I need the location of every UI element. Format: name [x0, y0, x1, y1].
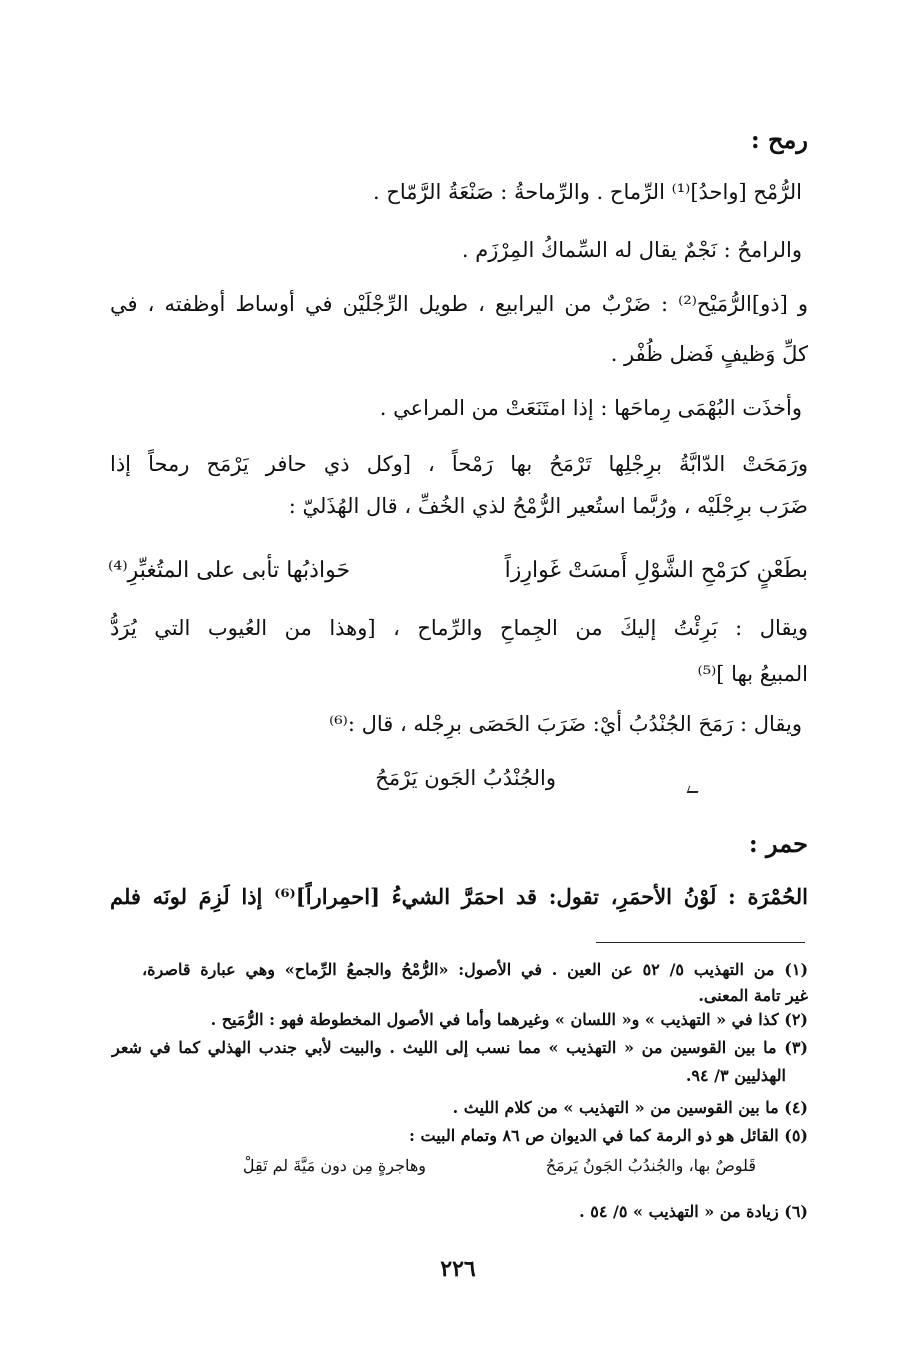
entry-line: كلِّ وَظيفٍ فَضل ظُفْر . [610, 342, 808, 366]
footnote-line: (٦) زيادة من « التهذيب » ٥/ ٥٤ . [579, 1202, 808, 1221]
page-number: ٢٢٦ [440, 1256, 476, 1282]
footnote-separator [596, 942, 805, 943]
footnote-verse-first: وهاجرةٍ مِن دون مَيَّةَ لم تَقِلْ [242, 1156, 426, 1175]
entry-heading-rumh: رمح : [750, 125, 808, 154]
entry-line: المبيعُ بها ]⁽⁵⁾ [697, 662, 808, 686]
entry-line: الرُّمْح [واحدُ]⁽¹⁾ الرِّماح . والرِّماحةُ : صَنْعَةُ الرَّمّاح . [372, 180, 802, 204]
entry-line: ويقال : رَمَحَ الجُنْدُبُ أيْ: ضَرَبَ الحَصَى برِجْله ، قال :⁽⁶⁾ [329, 712, 802, 736]
footnote-line: (٤) ما بين القوسين من « التهذيب » من كلام الليث . [452, 1098, 808, 1117]
footnote-line: غير تامة المعنى. [698, 986, 808, 1005]
entry-line: والرامحُ : نَجْمٌ يقال له السِّماكُ المِرْزَم . [461, 238, 802, 262]
entry-line: و [ذو]الرُّمَيْح⁽²⁾ : ضَرْبٌ من اليرابيع ، طويل الرِّجْلَيْن في أوساط أوظفته ، في [110, 292, 808, 316]
entry-line: ويقال : بَرِئْتُ إليكَ من الجِماحِ والرِّماح ، [وهذا من العُيوب التي يُرَدُّ [110, 616, 808, 640]
entry-line: ضَرَب برِجْلَيْه ، ورُبَّما استُعير الرُّمْحُ لذي الخُفِّ ، قال الهُذَليّ : [288, 494, 808, 518]
verse-first-hemistich: بطَعْنٍ كرَمْحِ الشَّوْلِ أَمسَتْ غَوارِزاً [504, 558, 808, 583]
entry-line: وأخذَت البُهْمَى رِماحَها : إذا امتَنَعَتْ من المراعي . [379, 396, 802, 420]
footnote-line: (٥) القائل هو ذو الرمة كما في الديوان ص ٨٦ وتمام البيت : [409, 1126, 808, 1145]
entry-line: ورَمَحَتْ الدّابَّةُ برِجْلِها تَرْمَحُ بها رَمْحاً ، [وكل ذي حافر يَرْمَح رمحاً إذا [110, 452, 808, 476]
entry-heading-humr: حمر : [748, 829, 808, 858]
footnote-line: (١) من التهذيب ٥/ ٥٢ عن العين . في الأصول: «الرُّمْحُ والجمعُ الرِّماح» وهي عبارة قاصرة، [142, 960, 809, 979]
footnote-line: الهذليين ٣/ ٩٤. [685, 1066, 786, 1085]
verse-second-hemistich: حَواذبُها تأبى على المتُغبِّرِ⁽⁴⁾ [108, 558, 351, 583]
footnote-line: (٣) ما بين القوسين من « التهذيب » مما نسب إلى الليث . والبيت لأبي جندب الهذلي كما في شعر [112, 1038, 808, 1057]
verse-fragment: والجُنْدُبُ الجَون يَرْمَحُ [375, 766, 556, 790]
entry-line: الحُمْرَة : لَوْنُ الأحمَرِ، تقول: قد احمَرَّ الشيءُ [احمِراراً]⁽⁶⁾ إذا لَزِمَ لونَه فلم [110, 884, 809, 909]
footnote-line: (٢) كذا في « التهذيب » و« اللسان » وغيرهما وأما في الأصول المخطوطة فهو : الرُّمَيح . [210, 1010, 808, 1029]
footnote-verse-second: قَلوصٌ بها، والجُندُبُ الجَونُ يَرمَحُ [545, 1156, 756, 1175]
stray-mark [687, 786, 701, 793]
